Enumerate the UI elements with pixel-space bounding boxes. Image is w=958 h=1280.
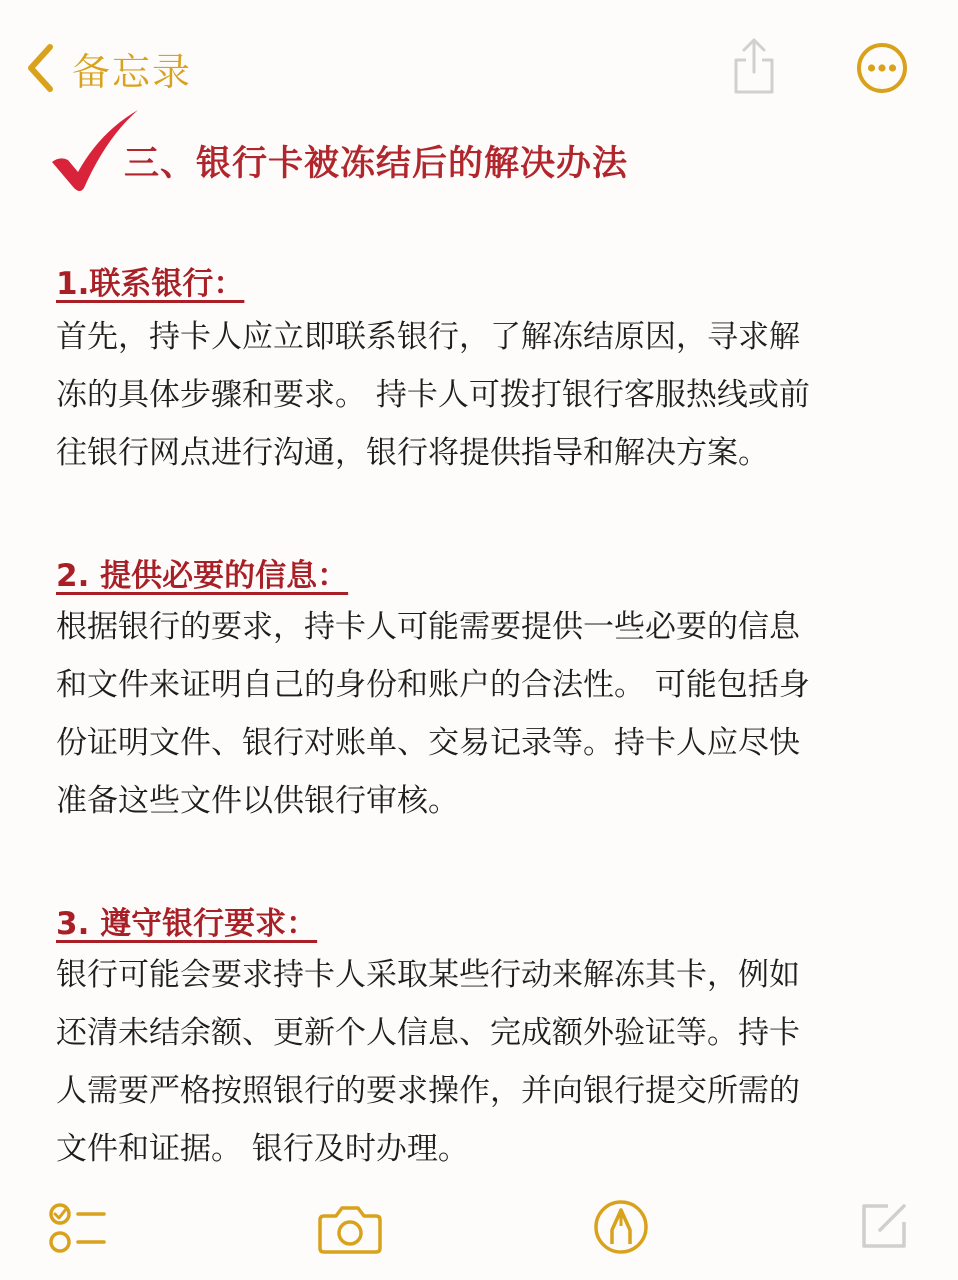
body-line: 还清未结余额、更新个人信息、完成额外验证等。持卡 <box>56 1015 800 1051</box>
body-line: 冻的具体步骤和要求。 持卡人可拨打银行客服热线或前 <box>56 377 810 413</box>
back-button[interactable] <box>26 40 192 96</box>
body-line: 份证明文件、银行对账单、交易记录等。持卡人应尽快 <box>56 725 800 761</box>
more-button[interactable] <box>856 42 908 94</box>
back-label: 备忘录 <box>72 49 193 94</box>
compose-button[interactable] <box>858 1200 910 1252</box>
checklist-icon <box>46 1198 110 1256</box>
body-line: 准备这些文件以供银行审核。 <box>56 783 459 819</box>
camera-icon <box>318 1204 382 1254</box>
body-line: 人需要严格按照银行的要求操作，并向银行提交所需的 <box>56 1073 800 1109</box>
section-heading-contact-bank: 1.联系银行： <box>56 266 245 302</box>
compose-icon <box>858 1200 910 1252</box>
markup-button[interactable] <box>592 1198 650 1256</box>
body-line: 银行可能会要求持卡人采取某些行动来解冻其卡，例如 <box>56 957 800 993</box>
camera-button[interactable] <box>318 1204 382 1254</box>
body-line: 往银行网点进行沟通，银行将提供指导和解决方案。 <box>56 435 769 471</box>
note-title: 三、银行卡被冻结后的解决办法 <box>124 144 629 184</box>
share-icon <box>728 36 780 96</box>
chevron-left-icon <box>26 43 54 93</box>
body-line: 文件和证据。 银行及时办理。 <box>56 1131 469 1167</box>
body-line: 和文件来证明自己的身份和账户的合法性。 可能包括身 <box>56 667 810 703</box>
section-body-provide-info <box>56 598 916 830</box>
more-icon <box>856 42 908 94</box>
note-title-row <box>46 108 926 208</box>
markup-pen-icon <box>592 1198 650 1256</box>
checklist-button[interactable] <box>46 1198 110 1256</box>
share-button[interactable] <box>728 36 780 96</box>
bottom-toolbar <box>0 1190 958 1280</box>
section-heading-provide-info: 2. 提供必要的信息： <box>56 558 349 594</box>
section-heading-follow-requirements: 3. 遵守银行要求： <box>56 906 318 942</box>
section-body-contact-bank <box>56 308 916 482</box>
section-body-follow-requirements <box>56 946 916 1178</box>
body-line: 根据银行的要求，持卡人可能需要提供一些必要的信息 <box>56 609 800 645</box>
body-line: 首先，持卡人应立即联系银行，了解冻结原因，寻求解 <box>56 319 800 355</box>
